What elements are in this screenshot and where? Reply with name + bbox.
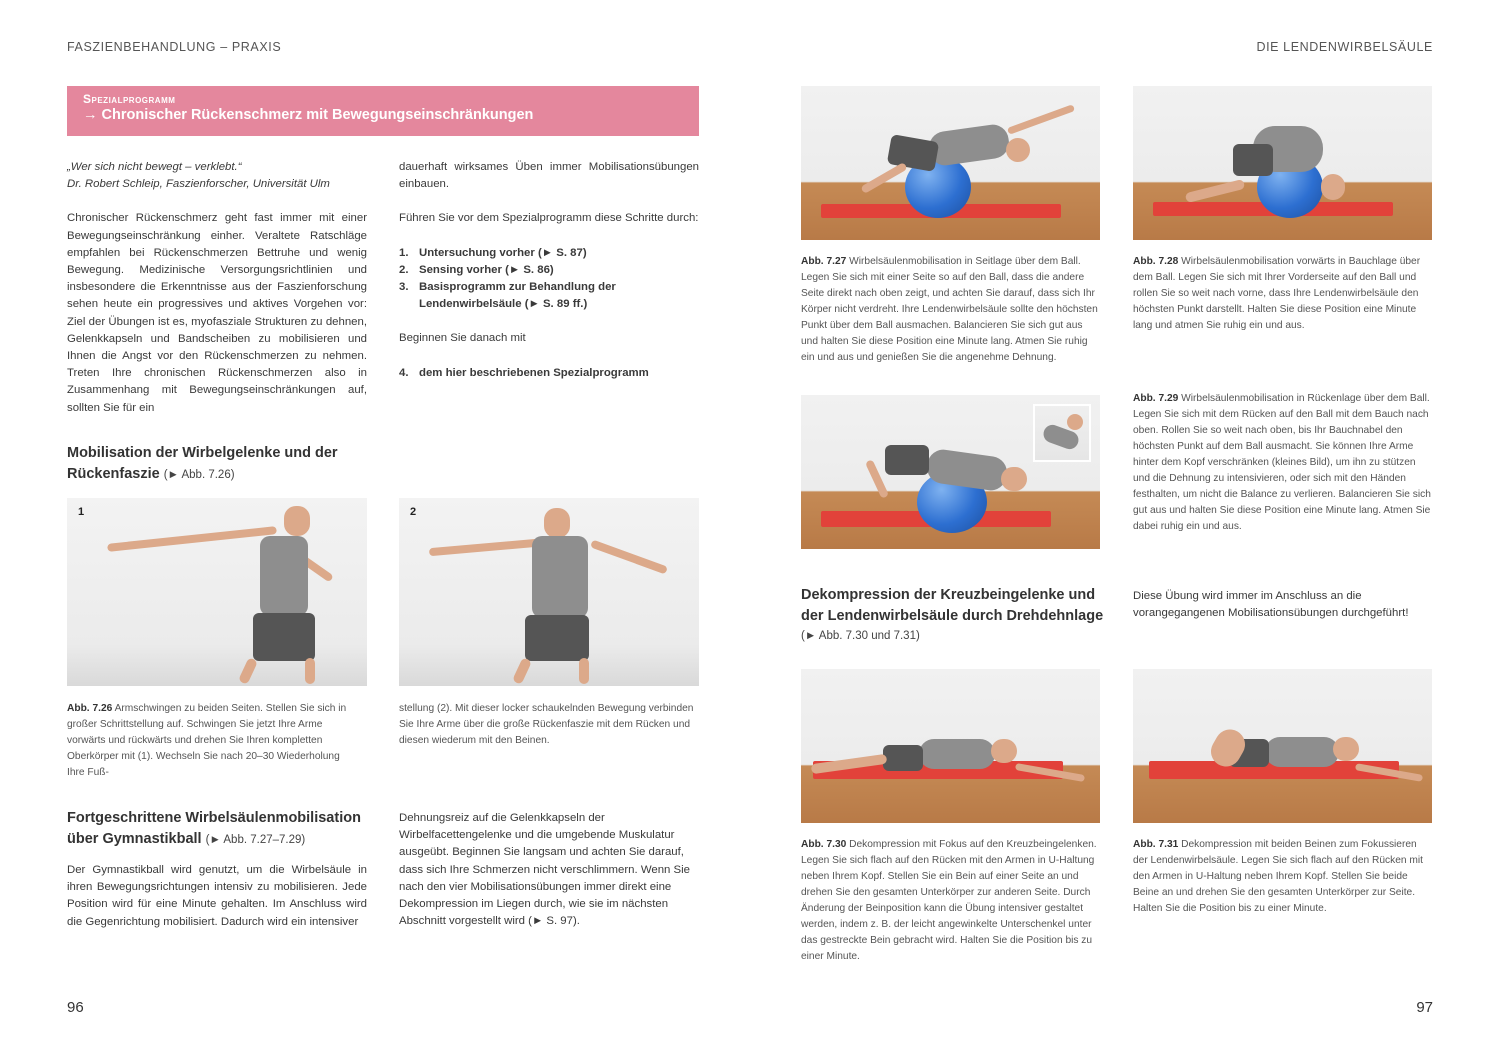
section3-note: Diese Übung wird immer im Anschluss an die vorangegangenen Mobilisationsübungen durchgeführt! [1133,590,1409,620]
caption-abb-7-26-part1: Abb. 7.26 Armschwingen zu beiden Seiten. Stellen Sie sich in großer Schrittstellung auf. Schwingen Sie jetzt Ihre Arme vorwärts und rückwärts und drehen Sie Ihren kompletten Oberkörper mit (1). Wechseln Sie nach 20–30 Wiederholung Ihre Fuß- [67,703,347,778]
step-item: 1. Untersuchung vorher (► S. 87) [399,246,587,259]
section-heading-dekompression: Dekompression der Kreuzbeingelenke und der Lendenwirbelsäule durch Drehdehnlage (► Abb. 7.30 und 7.31) [801,585,1121,647]
step-item: 2. Sensing vorher (► S. 86) [399,263,554,276]
section2-column-2: Dehnungsreiz auf die Gelenkkapseln der Wirbelfacettengelenke und die umgebende Muskulatur ausgeübt. Beginnen Sie langsam und achten Sie darauf, dass sich Ihre Schmerzen nicht verschlimmern. Wenn Sie nach den vier Mobilisationsübungen immer direkt eine Dekompression im Liegen durch, wie sie im nächsten Abschnitt vorgestellt wird (► S. 97). [399,812,690,928]
step-item: 3. Basisprogramm zur Behandlung der Lendenwirbelsäule (► S. 89 ff.) [399,281,616,311]
caption-abb-7-28: Abb. 7.28 Wirbelsäulenmobilisation vorwärts in Bauchlage über dem Ball. Legen Sie sich mit Ihrer Vorderseite auf den Ball und rollen Sie so weit nach vorne, dass Ihre Lendenwirbelsäule den höchsten Punkt darstellt. Halten Sie diese Position eine Minute lang und atmen Sie ruhig ein und aus. [1133,256,1421,331]
steps-list [399,245,699,314]
steps-intro: Führen Sie vor dem Spezialprogramm diese Schritte durch: [399,212,699,225]
photo-abb-7-31 [1133,669,1432,823]
photo-arm-swing-1 [67,498,367,686]
photo-abb-7-30 [801,669,1100,823]
banner-kicker: Spezialprogramm [83,92,176,106]
section-heading-gymnastikball: Fortgeschrittene Wirbelsäulenmobilisation über Gymnastikball (► Abb. 7.27–7.29) [67,810,361,847]
quote-author: Dr. Robert Schleip, Faszienforscher, Universität Ulm [67,178,330,191]
caption-abb-7-30: Abb. 7.30 Dekompression mit Fokus auf den Kreuzbeingelenken. Legen Sie sich flach auf den Rücken mit den Armen in U-Haltung neben Ihrem Kopf. Stellen Sie ein Bein auf einer Seite an und drehen Sie den gesamten Unterkörper zur anderen Seite. Durch Änderung der Beinposition kann die Übung intensiver gestaltet werden, indem z. B. der leicht angewinkelte Unterschenkel unter das gestreckte Bein gebracht wird. Halten Sie die Position bis zu einer Minute. [801,839,1097,962]
running-head-left: FASZIENBEHANDLUNG – PRAXIS [67,40,282,54]
section2-column-1: Der Gymnastikball wird genutzt, um die Wirbelsäule in ihren Bewegungsrichtungen intensiv zu mobilisieren. Jede Position wird für eine Minute gehalten. Im Anschluss wird die Gegenrichtung mobilisiert. Dadurch wird ein intensiver [67,864,367,928]
photo-abb-7-29 [801,395,1100,549]
then-text: Beginnen Sie danach mit [399,332,526,345]
caption-abb-7-26-part2: stellung (2). Mit dieser locker schaukelnden Bewegung verbinden Sie Ihre Arme über die große Rückenfaszie mit dem Rücken und diesen wiederum mit den Beinen. [399,703,694,746]
photo-number: 1 [78,506,85,518]
caption-abb-7-31: Abb. 7.31 Dekompression mit beiden Beinen zum Fokussieren der Lendenwirbelsäule. Legen Sie sich flach auf den Rücken mit den Armen in U-Haltung neben Ihrem Kopf. Stellen Sie beide Beine an und drehen Sie den gesamten Unterkörper zur Seite. Halten Sie die Position bis zu einer Minute. [1133,839,1423,914]
intro-paragraph: Chronischer Rückenschmerz geht fast immer mit einer Bewegungseinschränkung einher. Veraltete Ratschläge empfahlen bei Rückenschmerzen Bettruhe und wenig Bewegung. Medizinische Versorgungsrichtlinien und insbesondere die Erkenntnisse aus der Faszienforschung sehen heute ein progressives und aktives Vorgehen vor: Ziel der Übungen ist es, myofasziale Strukturen zu dehnen, Gelenkkapseln und Bandscheiben zu mobilisieren und Ihnen die Angst vor den Rückenschmerzen zu nehmen. Treten Ihre chronischen Rückenschmerzen also in Zusammenhang mit Bewegungseinschränkungen auf, sollten Sie für ein [67,212,367,414]
section-heading-mobilisation: Mobilisation der Wirbelgelenke und der Rückenfaszie (► Abb. 7.26) [67,445,338,482]
running-head-right: DIE LENDENWIRBELSÄULE [1256,40,1433,54]
step-item-4: 4. dem hier beschriebenen Spezialprogramm [399,366,649,379]
photo-abb-7-27 [801,86,1100,240]
page-number-left: 96 [67,999,84,1016]
caption-abb-7-29: Abb. 7.29 Wirbelsäulenmobilisation in Rückenlage über dem Ball. Legen Sie sich mit dem Rücken auf den Ball mit dem Bauch nach oben. Rollen Sie so weit nach oben, bis Ihr Bauchnabel den höchsten Punkt auf dem Ball ausmacht. Sie können Ihre Arme hinter dem Kopf verschränken (kleines Bild), um ihn zu stützen und die Dehnung zu intensivieren, oder sich mit den Händen festhalten, um nicht die Balance zu verlieren. Balancieren Sie sich gut aus und halten Sie diese Position eine Minute lang. Atmen Sie dabei ruhig ein und aus. [1133,393,1431,532]
caption-abb-7-27: Abb. 7.27 Wirbelsäulenmobilisation in Seitlage über dem Ball. Legen Sie sich mit einer Seite so auf den Ball, dass die andere Seite direkt nach oben zeigt, und achten Sie darauf, dass sich Ihr Körper nicht verdreht. Ihre Lendenwirbelsäule sollte den höchsten Punkt über dem Ball ausmachen. Balancieren Sie sich gut aus und halten Sie diese Position eine Minute lang. Atmen Sie ruhig ein und aus und genießen Sie die angenehme Dehnung. [801,256,1098,363]
intro-column-2 [399,159,699,382]
photo-abb-7-28 [1133,86,1432,240]
photo-arm-swing-2 [399,498,699,686]
quote-text: „Wer sich nicht bewegt – verklebt.“ [67,161,242,173]
inset-photo [1033,404,1091,462]
figure-reference: (► Abb. 7.27–7.29) [205,833,306,846]
figure-reference: (► Abb. 7.26) [163,468,235,481]
intro-continuation: dauerhaft wirksames Üben immer Mobilisationsübungen einbauen. [399,161,699,191]
banner-title: → Chronischer Rückenschmerz mit Bewegungseinschränkungen [83,107,534,123]
photo-number: 2 [410,506,417,518]
special-program-banner [67,86,699,136]
figure-reference: (► Abb. 7.30 und 7.31) [801,630,920,642]
page-number-right: 97 [1416,999,1433,1016]
intro-column-1 [67,159,367,417]
